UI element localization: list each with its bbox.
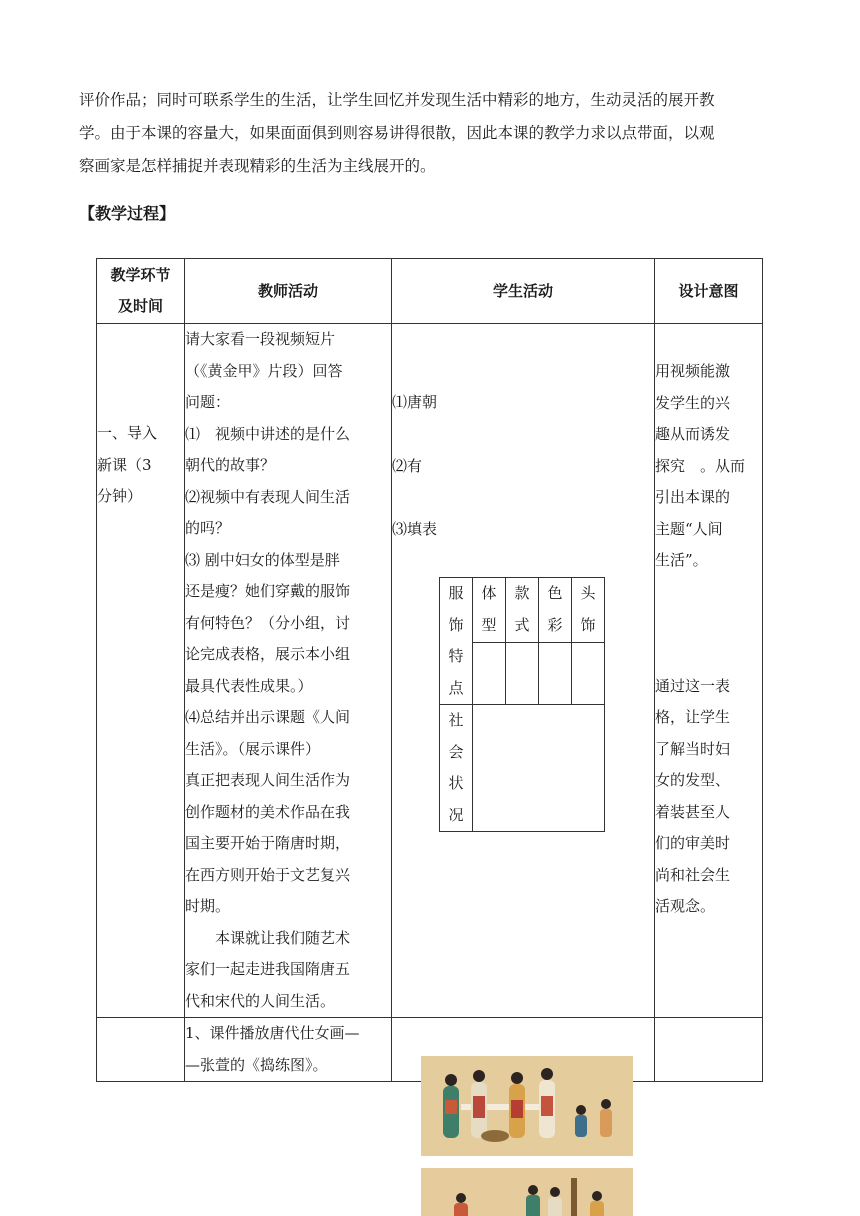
intro-paragraph [79, 84, 783, 183]
empty-cell [473, 643, 506, 705]
stage-line: 分钟） [97, 487, 143, 505]
teacher-activity-cell [185, 324, 392, 1018]
teacher-line: 论完成表格，展示本小组 [185, 645, 351, 663]
header-intent: 设计意图 [655, 259, 763, 324]
intent-line: 用视频能激 [655, 362, 731, 380]
intent-line: 们的审美时 [655, 834, 731, 852]
stage-line: 新课（3 [97, 455, 152, 474]
intent-line: 趣从而诱发 [655, 425, 731, 443]
table-header-row [97, 259, 763, 324]
intent-line: 探究 。从而 [655, 456, 746, 475]
intent-line: 活观念。 [655, 897, 716, 915]
intro-line: 察画家是怎样捕捉并表现精彩的生活为主线展开的。 [79, 157, 436, 175]
empty-cell [572, 643, 605, 705]
teacher-line: ⑶ 剧中妇女的体型是胖 [185, 550, 340, 569]
teacher-line: 国主要开始于隋唐时期， [185, 834, 351, 852]
stage-cell [97, 1018, 185, 1082]
empty-cell [539, 643, 572, 705]
intent-line: 女的发型、 [655, 771, 731, 789]
teacher-activity-cell [185, 1018, 392, 1082]
header-teacher: 教师活动 [185, 259, 392, 324]
intent-line: 通过这一表 [655, 676, 731, 695]
teacher-line: —张萱的《捣练图》。 [185, 1055, 328, 1074]
student-activity-cell [392, 324, 655, 1018]
student-line: ⑵有 [392, 456, 423, 475]
empty-cell [473, 705, 605, 832]
stage-cell [97, 324, 185, 1018]
intro-line: 评价作品；同时可联系学生的生活，让学生回忆并发现生活中精彩的地方，生动灵活的展开教 [79, 91, 715, 109]
intent-line: 引出本课的 [655, 488, 731, 506]
intro-line: 学。由于本课的容量大，如果面面俱到则容易讲得很散，因此本课的教学力求以点带面，以观 [79, 124, 715, 142]
intent-line: 发学生的兴 [655, 393, 731, 412]
intent-line: 格，让学生 [655, 708, 731, 726]
empty-cell [506, 643, 539, 705]
col-head: 体 型 [473, 578, 506, 643]
painting-image-lower [421, 1168, 633, 1216]
col-head: 色 彩 [539, 578, 572, 643]
stage-line: 一、导入 [97, 424, 158, 442]
intent-line: 生活”。 [655, 551, 708, 569]
teacher-line: 在西方则开始于文艺复兴 [185, 865, 351, 884]
teacher-line: 有何特色？（分小组，讨 [185, 613, 351, 632]
intent-line: 尚和社会生 [655, 865, 731, 884]
teacher-line: 1、课件播放唐代仕女画— [185, 1024, 360, 1042]
header-student: 学生活动 [392, 259, 655, 324]
teacher-line: 请大家看一段视频短片 [185, 330, 336, 348]
intent-line: 了解当时妇 [655, 739, 731, 758]
col-head: 头 饰 [572, 578, 605, 643]
design-intent-cell [655, 324, 763, 1018]
intent-line: 着装甚至人 [655, 802, 731, 821]
row-head-costume: 服 饰 特 点 [440, 578, 473, 705]
teacher-line: ⑵视频中有表现人间生活 [185, 487, 351, 506]
teacher-line: 真正把表现人间生活作为 [185, 771, 351, 789]
teacher-line: 创作题材的美术作品在我 [185, 802, 351, 821]
student-line: ⑴唐朝 [392, 393, 438, 411]
intent-line: 主题“人间 [655, 519, 723, 538]
teacher-line: 时期。 [185, 897, 231, 915]
header-stage-line: 及时间 [117, 297, 163, 315]
col-head: 款 式 [506, 578, 539, 643]
header-stage [97, 259, 185, 324]
table-row [97, 324, 763, 1018]
lesson-process-table [96, 258, 763, 1082]
teacher-line: （《黄金甲》片段）回答 [185, 361, 343, 380]
teacher-line: 朝代的故事？ [185, 456, 276, 474]
student-line: ⑶填表 [392, 520, 438, 538]
costume-feature-table [439, 577, 605, 832]
teacher-line: 最具代表性成果。） [185, 676, 313, 695]
row-head-society: 社 会 状 况 [440, 705, 473, 832]
teacher-line: 的吗？ [185, 519, 231, 537]
painting-image-upper [421, 1056, 633, 1156]
header-stage-line: 教学环节 [110, 266, 171, 284]
design-intent-cell [655, 1018, 763, 1082]
teacher-line: ⑴ 视频中讲述的是什么 [185, 424, 351, 443]
teacher-line: 生活》。（展示课件） [185, 739, 321, 758]
teacher-line: 问题： [185, 393, 231, 411]
teacher-line: 家们一起走进我国隋唐五 [185, 960, 351, 978]
teacher-line: ⑷总结并出示课题《人间 [185, 708, 351, 726]
teacher-line: 本课就让我们随艺术 [185, 928, 351, 947]
section-title: 【教学过程】 [79, 204, 176, 223]
teacher-line: 还是瘦？她们穿戴的服饰 [185, 582, 351, 600]
teacher-line: 代和宋代的人间生活。 [185, 991, 336, 1010]
